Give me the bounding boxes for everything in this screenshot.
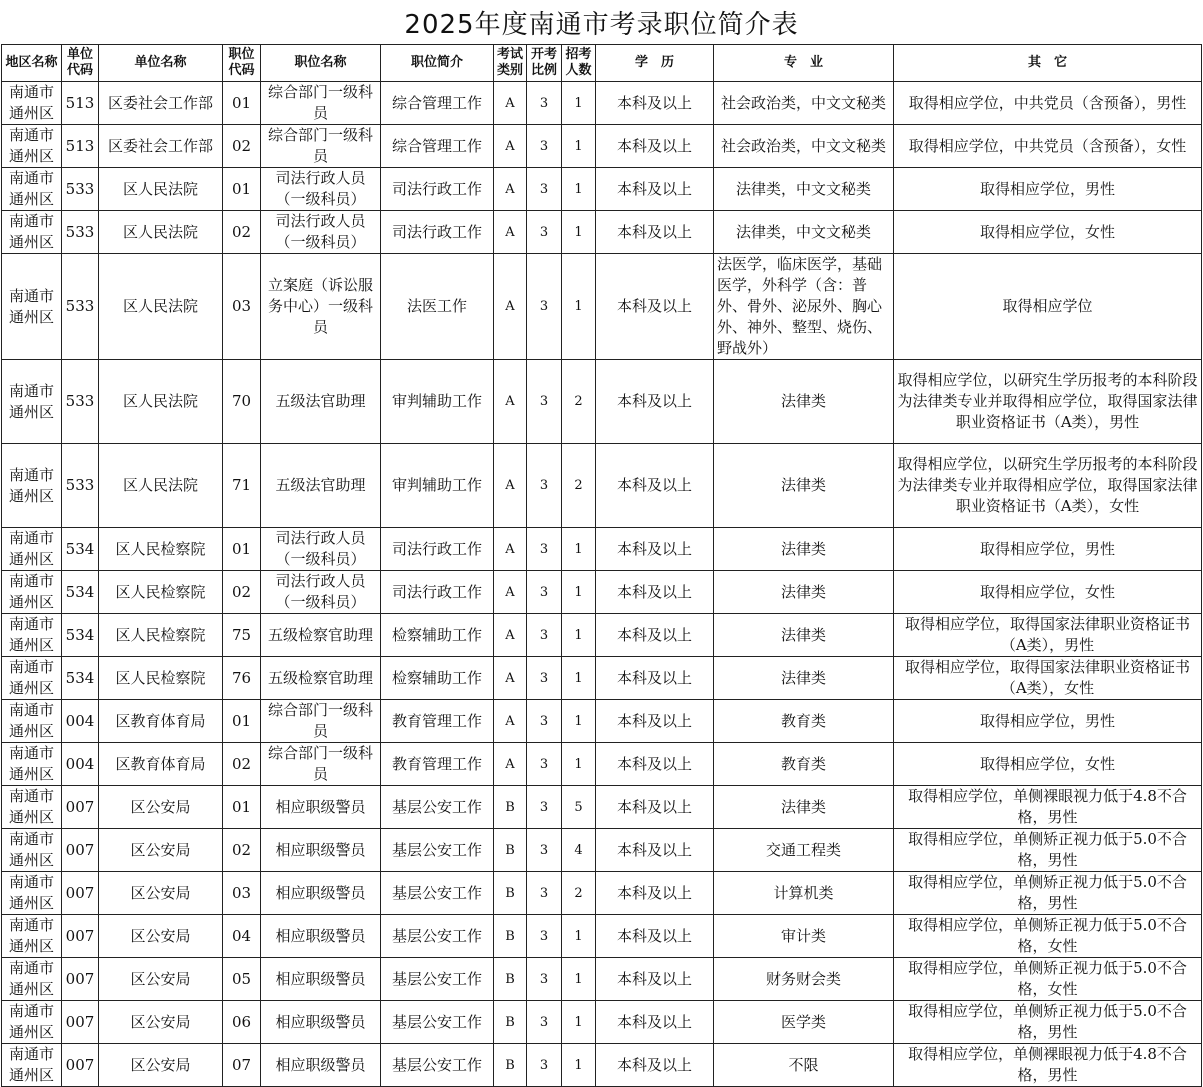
position-intro-cell: 基层公安工作 [381, 1001, 494, 1044]
header-position-code: 职位代码 [223, 45, 261, 82]
position-name-cell: 司法行政人员（一级科员） [261, 211, 381, 254]
position-name-cell: 五级检察官助理 [261, 614, 381, 657]
other-cell: 取得相应学位，女性 [894, 743, 1202, 786]
area-cell: 南通市通州区 [2, 1001, 62, 1044]
other-cell: 取得相应学位，以研究生学历报考的本科阶段为法律类专业并取得相应学位，取得国家法律职业资格证书（A类），男性 [894, 360, 1202, 444]
recruit-count-cell: 4 [562, 829, 596, 872]
position-code-cell: 71 [223, 444, 261, 528]
area-cell: 南通市通州区 [2, 211, 62, 254]
unit-code-cell: 007 [62, 915, 99, 958]
education-cell: 本科及以上 [596, 528, 714, 571]
other-cell: 取得相应学位，单侧矫正视力低于5.0不合格，男性 [894, 829, 1202, 872]
unit-name-cell: 区公安局 [99, 786, 223, 829]
position-intro-cell: 司法行政工作 [381, 528, 494, 571]
unit-name-cell: 区公安局 [99, 829, 223, 872]
position-intro-cell: 审判辅助工作 [381, 360, 494, 444]
exam-category-cell: A [494, 82, 527, 125]
table-row [2, 82, 1202, 125]
position-intro-cell: 基层公安工作 [381, 872, 494, 915]
exam-ratio-cell: 3 [527, 743, 562, 786]
recruit-count-cell: 2 [562, 872, 596, 915]
position-code-cell: 05 [223, 958, 261, 1001]
other-cell: 取得相应学位，单侧裸眼视力低于4.8不合格，男性 [894, 786, 1202, 829]
position-intro-cell: 法医工作 [381, 254, 494, 360]
position-intro-cell: 综合管理工作 [381, 82, 494, 125]
other-cell: 取得相应学位 [894, 254, 1202, 360]
exam-ratio-cell: 3 [527, 254, 562, 360]
major-cell: 教育类 [714, 743, 894, 786]
exam-category-cell: A [494, 444, 527, 528]
unit-code-cell: 533 [62, 211, 99, 254]
major-cell: 法律类，中文文秘类 [714, 211, 894, 254]
position-intro-cell: 教育管理工作 [381, 700, 494, 743]
header-position-name: 职位名称 [261, 45, 381, 82]
table-row [2, 125, 1202, 168]
education-cell: 本科及以上 [596, 614, 714, 657]
major-cell: 社会政治类，中文文秘类 [714, 82, 894, 125]
position-name-cell: 相应职级警员 [261, 915, 381, 958]
unit-name-cell: 区人民法院 [99, 168, 223, 211]
exam-ratio-cell: 3 [527, 571, 562, 614]
recruit-count-cell: 1 [562, 915, 596, 958]
unit-name-cell: 区人民检察院 [99, 571, 223, 614]
position-code-cell: 02 [223, 211, 261, 254]
position-name-cell: 相应职级警员 [261, 829, 381, 872]
major-cell: 教育类 [714, 700, 894, 743]
position-code-cell: 02 [223, 743, 261, 786]
header-exam-category: 考试类别 [494, 45, 527, 82]
exam-ratio-cell: 3 [527, 82, 562, 125]
area-cell: 南通市通州区 [2, 829, 62, 872]
major-cell: 法律类 [714, 528, 894, 571]
exam-category-cell: A [494, 254, 527, 360]
area-cell: 南通市通州区 [2, 915, 62, 958]
other-cell: 取得相应学位，单侧矫正视力低于5.0不合格，女性 [894, 915, 1202, 958]
unit-code-cell: 513 [62, 82, 99, 125]
other-cell: 取得相应学位，取得国家法律职业资格证书（A类），女性 [894, 657, 1202, 700]
unit-code-cell: 007 [62, 1001, 99, 1044]
position-name-cell: 相应职级警员 [261, 1044, 381, 1087]
position-name-cell: 相应职级警员 [261, 1001, 381, 1044]
exam-category-cell: B [494, 915, 527, 958]
major-cell: 法律类 [714, 571, 894, 614]
education-cell: 本科及以上 [596, 571, 714, 614]
other-cell: 取得相应学位，男性 [894, 528, 1202, 571]
position-code-cell: 03 [223, 254, 261, 360]
position-name-cell: 综合部门一级科员 [261, 82, 381, 125]
table-row [2, 571, 1202, 614]
recruit-count-cell: 1 [562, 614, 596, 657]
area-cell: 南通市通州区 [2, 528, 62, 571]
exam-ratio-cell: 3 [527, 1044, 562, 1087]
position-code-cell: 02 [223, 571, 261, 614]
exam-ratio-cell: 3 [527, 614, 562, 657]
exam-ratio-cell: 3 [527, 360, 562, 444]
exam-ratio-cell: 3 [527, 657, 562, 700]
unit-name-cell: 区委社会工作部 [99, 125, 223, 168]
table-row [2, 958, 1202, 1001]
position-intro-cell: 综合管理工作 [381, 125, 494, 168]
other-cell: 取得相应学位，单侧裸眼视力低于4.8不合格，男性 [894, 1044, 1202, 1087]
unit-code-cell: 534 [62, 614, 99, 657]
exam-ratio-cell: 3 [527, 700, 562, 743]
education-cell: 本科及以上 [596, 958, 714, 1001]
education-cell: 本科及以上 [596, 872, 714, 915]
major-cell: 法律类，中文文秘类 [714, 168, 894, 211]
position-code-cell: 02 [223, 829, 261, 872]
positions-table [1, 44, 1202, 1087]
position-intro-cell: 审判辅助工作 [381, 444, 494, 528]
other-cell: 取得相应学位，女性 [894, 211, 1202, 254]
exam-category-cell: A [494, 211, 527, 254]
other-cell: 取得相应学位，单侧矫正视力低于5.0不合格，男性 [894, 1001, 1202, 1044]
unit-code-cell: 534 [62, 571, 99, 614]
position-intro-cell: 基层公安工作 [381, 829, 494, 872]
position-name-cell: 综合部门一级科员 [261, 743, 381, 786]
position-code-cell: 07 [223, 1044, 261, 1087]
header-row [2, 45, 1202, 82]
other-cell: 取得相应学位，单侧矫正视力低于5.0不合格，男性 [894, 872, 1202, 915]
header-recruit-count: 招考人数 [562, 45, 596, 82]
unit-code-cell: 534 [62, 657, 99, 700]
unit-code-cell: 007 [62, 1044, 99, 1087]
position-code-cell: 04 [223, 915, 261, 958]
header-major: 专 业 [714, 45, 894, 82]
table-row [2, 168, 1202, 211]
area-cell: 南通市通州区 [2, 743, 62, 786]
education-cell: 本科及以上 [596, 1001, 714, 1044]
unit-code-cell: 007 [62, 872, 99, 915]
major-cell: 法律类 [714, 786, 894, 829]
exam-category-cell: A [494, 571, 527, 614]
table-row [2, 786, 1202, 829]
recruit-count-cell: 1 [562, 1001, 596, 1044]
position-code-cell: 01 [223, 528, 261, 571]
area-cell: 南通市通州区 [2, 444, 62, 528]
exam-ratio-cell: 3 [527, 1001, 562, 1044]
education-cell: 本科及以上 [596, 1044, 714, 1087]
position-code-cell: 76 [223, 657, 261, 700]
exam-category-cell: A [494, 657, 527, 700]
area-cell: 南通市通州区 [2, 700, 62, 743]
unit-code-cell: 007 [62, 829, 99, 872]
position-intro-cell: 司法行政工作 [381, 211, 494, 254]
exam-ratio-cell: 3 [527, 786, 562, 829]
recruit-count-cell: 1 [562, 168, 596, 211]
table-row [2, 872, 1202, 915]
unit-code-cell: 533 [62, 360, 99, 444]
unit-name-cell: 区人民法院 [99, 360, 223, 444]
major-cell: 法医学，临床医学，基础医学，外科学（含：普外、骨外、泌尿外、胸心外、神外、整型、烧伤、野战外） [714, 254, 894, 360]
education-cell: 本科及以上 [596, 915, 714, 958]
position-code-cell: 01 [223, 700, 261, 743]
major-cell: 社会政治类，中文文秘类 [714, 125, 894, 168]
major-cell: 审计类 [714, 915, 894, 958]
area-cell: 南通市通州区 [2, 125, 62, 168]
exam-ratio-cell: 3 [527, 168, 562, 211]
unit-name-cell: 区教育体育局 [99, 700, 223, 743]
unit-code-cell: 533 [62, 254, 99, 360]
exam-ratio-cell: 3 [527, 444, 562, 528]
page-title: 2025年度南通市考录职位简介表 [404, 9, 799, 40]
unit-name-cell: 区公安局 [99, 872, 223, 915]
major-cell: 法律类 [714, 614, 894, 657]
position-intro-cell: 检察辅助工作 [381, 657, 494, 700]
education-cell: 本科及以上 [596, 657, 714, 700]
area-cell: 南通市通州区 [2, 657, 62, 700]
position-intro-cell: 基层公安工作 [381, 958, 494, 1001]
education-cell: 本科及以上 [596, 829, 714, 872]
area-cell: 南通市通州区 [2, 571, 62, 614]
exam-ratio-cell: 3 [527, 528, 562, 571]
recruit-count-cell: 1 [562, 700, 596, 743]
position-code-cell: 75 [223, 614, 261, 657]
major-cell: 计算机类 [714, 872, 894, 915]
recruit-count-cell: 1 [562, 82, 596, 125]
unit-code-cell: 004 [62, 743, 99, 786]
position-code-cell: 01 [223, 82, 261, 125]
position-intro-cell: 司法行政工作 [381, 168, 494, 211]
education-cell: 本科及以上 [596, 444, 714, 528]
education-cell: 本科及以上 [596, 125, 714, 168]
area-cell: 南通市通州区 [2, 872, 62, 915]
unit-name-cell: 区公安局 [99, 1001, 223, 1044]
other-cell: 取得相应学位，以研究生学历报考的本科阶段为法律类专业并取得相应学位，取得国家法律职业资格证书（A类），女性 [894, 444, 1202, 528]
table-row [2, 657, 1202, 700]
area-cell: 南通市通州区 [2, 168, 62, 211]
table-row [2, 211, 1202, 254]
education-cell: 本科及以上 [596, 360, 714, 444]
education-cell: 本科及以上 [596, 82, 714, 125]
unit-name-cell: 区人民法院 [99, 444, 223, 528]
unit-name-cell: 区人民检察院 [99, 614, 223, 657]
unit-name-cell: 区人民法院 [99, 211, 223, 254]
table-row [2, 915, 1202, 958]
table-row [2, 360, 1202, 444]
position-name-cell: 相应职级警员 [261, 958, 381, 1001]
unit-name-cell: 区委社会工作部 [99, 82, 223, 125]
position-intro-cell: 检察辅助工作 [381, 614, 494, 657]
table-row [2, 1044, 1202, 1087]
table-row [2, 829, 1202, 872]
position-code-cell: 06 [223, 1001, 261, 1044]
exam-category-cell: B [494, 872, 527, 915]
education-cell: 本科及以上 [596, 743, 714, 786]
position-code-cell: 03 [223, 872, 261, 915]
recruit-count-cell: 2 [562, 444, 596, 528]
position-intro-cell: 教育管理工作 [381, 743, 494, 786]
exam-ratio-cell: 3 [527, 958, 562, 1001]
unit-name-cell: 区公安局 [99, 915, 223, 958]
recruit-count-cell: 2 [562, 360, 596, 444]
other-cell: 取得相应学位，男性 [894, 700, 1202, 743]
exam-ratio-cell: 3 [527, 915, 562, 958]
header-other: 其 它 [894, 45, 1202, 82]
education-cell: 本科及以上 [596, 700, 714, 743]
area-cell: 南通市通州区 [2, 360, 62, 444]
unit-code-cell: 533 [62, 168, 99, 211]
position-name-cell: 五级法官助理 [261, 360, 381, 444]
position-name-cell: 五级检察官助理 [261, 657, 381, 700]
recruit-count-cell: 1 [562, 743, 596, 786]
major-cell: 交通工程类 [714, 829, 894, 872]
table-row [2, 528, 1202, 571]
exam-category-cell: B [494, 1001, 527, 1044]
exam-ratio-cell: 3 [527, 211, 562, 254]
major-cell: 医学类 [714, 1001, 894, 1044]
table-row [2, 743, 1202, 786]
area-cell: 南通市通州区 [2, 958, 62, 1001]
exam-category-cell: A [494, 360, 527, 444]
header-exam-ratio: 开考比例 [527, 45, 562, 82]
position-name-cell: 综合部门一级科员 [261, 700, 381, 743]
position-name-cell: 综合部门一级科员 [261, 125, 381, 168]
position-code-cell: 01 [223, 786, 261, 829]
header-position-intro: 职位简介 [381, 45, 494, 82]
exam-category-cell: A [494, 743, 527, 786]
position-name-cell: 相应职级警员 [261, 872, 381, 915]
position-intro-cell: 基层公安工作 [381, 915, 494, 958]
recruit-count-cell: 5 [562, 786, 596, 829]
position-name-cell: 司法行政人员（一级科员） [261, 571, 381, 614]
recruit-count-cell: 1 [562, 528, 596, 571]
exam-category-cell: B [494, 786, 527, 829]
position-code-cell: 02 [223, 125, 261, 168]
unit-name-cell: 区人民检察院 [99, 657, 223, 700]
area-cell: 南通市通州区 [2, 786, 62, 829]
position-intro-cell: 司法行政工作 [381, 571, 494, 614]
table-row [2, 614, 1202, 657]
other-cell: 取得相应学位，女性 [894, 571, 1202, 614]
exam-category-cell: A [494, 168, 527, 211]
major-cell: 法律类 [714, 360, 894, 444]
position-intro-cell: 基层公安工作 [381, 1044, 494, 1087]
exam-category-cell: A [494, 700, 527, 743]
position-name-cell: 司法行政人员（一级科员） [261, 528, 381, 571]
other-cell: 取得相应学位，中共党员（含预备），男性 [894, 82, 1202, 125]
position-name-cell: 相应职级警员 [261, 786, 381, 829]
area-cell: 南通市通州区 [2, 614, 62, 657]
exam-category-cell: B [494, 1044, 527, 1087]
header-education: 学 历 [596, 45, 714, 82]
area-cell: 南通市通州区 [2, 254, 62, 360]
unit-code-cell: 007 [62, 958, 99, 1001]
exam-ratio-cell: 3 [527, 872, 562, 915]
recruit-count-cell: 1 [562, 958, 596, 1001]
position-code-cell: 70 [223, 360, 261, 444]
other-cell: 取得相应学位，取得国家法律职业资格证书（A类），男性 [894, 614, 1202, 657]
position-name-cell: 立案庭（诉讼服务中心）一级科员 [261, 254, 381, 360]
table-row [2, 444, 1202, 528]
table-row [2, 254, 1202, 360]
exam-ratio-cell: 3 [527, 829, 562, 872]
unit-name-cell: 区人民法院 [99, 254, 223, 360]
recruit-count-cell: 1 [562, 657, 596, 700]
table-row [2, 700, 1202, 743]
unit-code-cell: 534 [62, 528, 99, 571]
education-cell: 本科及以上 [596, 168, 714, 211]
education-cell: 本科及以上 [596, 211, 714, 254]
unit-name-cell: 区教育体育局 [99, 743, 223, 786]
unit-code-cell: 533 [62, 444, 99, 528]
education-cell: 本科及以上 [596, 254, 714, 360]
position-name-cell: 司法行政人员（一级科员） [261, 168, 381, 211]
other-cell: 取得相应学位，男性 [894, 168, 1202, 211]
exam-category-cell: A [494, 614, 527, 657]
exam-category-cell: A [494, 125, 527, 168]
unit-name-cell: 区公安局 [99, 1044, 223, 1087]
recruit-count-cell: 1 [562, 571, 596, 614]
unit-code-cell: 004 [62, 700, 99, 743]
header-unit-code: 单位代码 [62, 45, 99, 82]
exam-category-cell: B [494, 958, 527, 1001]
recruit-count-cell: 1 [562, 211, 596, 254]
exam-ratio-cell: 3 [527, 125, 562, 168]
unit-name-cell: 区人民检察院 [99, 528, 223, 571]
other-cell: 取得相应学位，中共党员（含预备），女性 [894, 125, 1202, 168]
unit-name-cell: 区公安局 [99, 958, 223, 1001]
position-code-cell: 01 [223, 168, 261, 211]
exam-category-cell: B [494, 829, 527, 872]
area-cell: 南通市通州区 [2, 1044, 62, 1087]
recruit-count-cell: 1 [562, 254, 596, 360]
unit-code-cell: 007 [62, 786, 99, 829]
position-name-cell: 五级法官助理 [261, 444, 381, 528]
position-intro-cell: 基层公安工作 [381, 786, 494, 829]
area-cell: 南通市通州区 [2, 82, 62, 125]
header-area: 地区名称 [2, 45, 62, 82]
education-cell: 本科及以上 [596, 786, 714, 829]
unit-code-cell: 513 [62, 125, 99, 168]
table-row [2, 1001, 1202, 1044]
major-cell: 法律类 [714, 444, 894, 528]
header-unit-name: 单位名称 [99, 45, 223, 82]
recruit-count-cell: 1 [562, 1044, 596, 1087]
other-cell: 取得相应学位，单侧矫正视力低于5.0不合格，女性 [894, 958, 1202, 1001]
major-cell: 法律类 [714, 657, 894, 700]
major-cell: 财务财会类 [714, 958, 894, 1001]
exam-category-cell: A [494, 528, 527, 571]
recruit-count-cell: 1 [562, 125, 596, 168]
major-cell: 不限 [714, 1044, 894, 1087]
